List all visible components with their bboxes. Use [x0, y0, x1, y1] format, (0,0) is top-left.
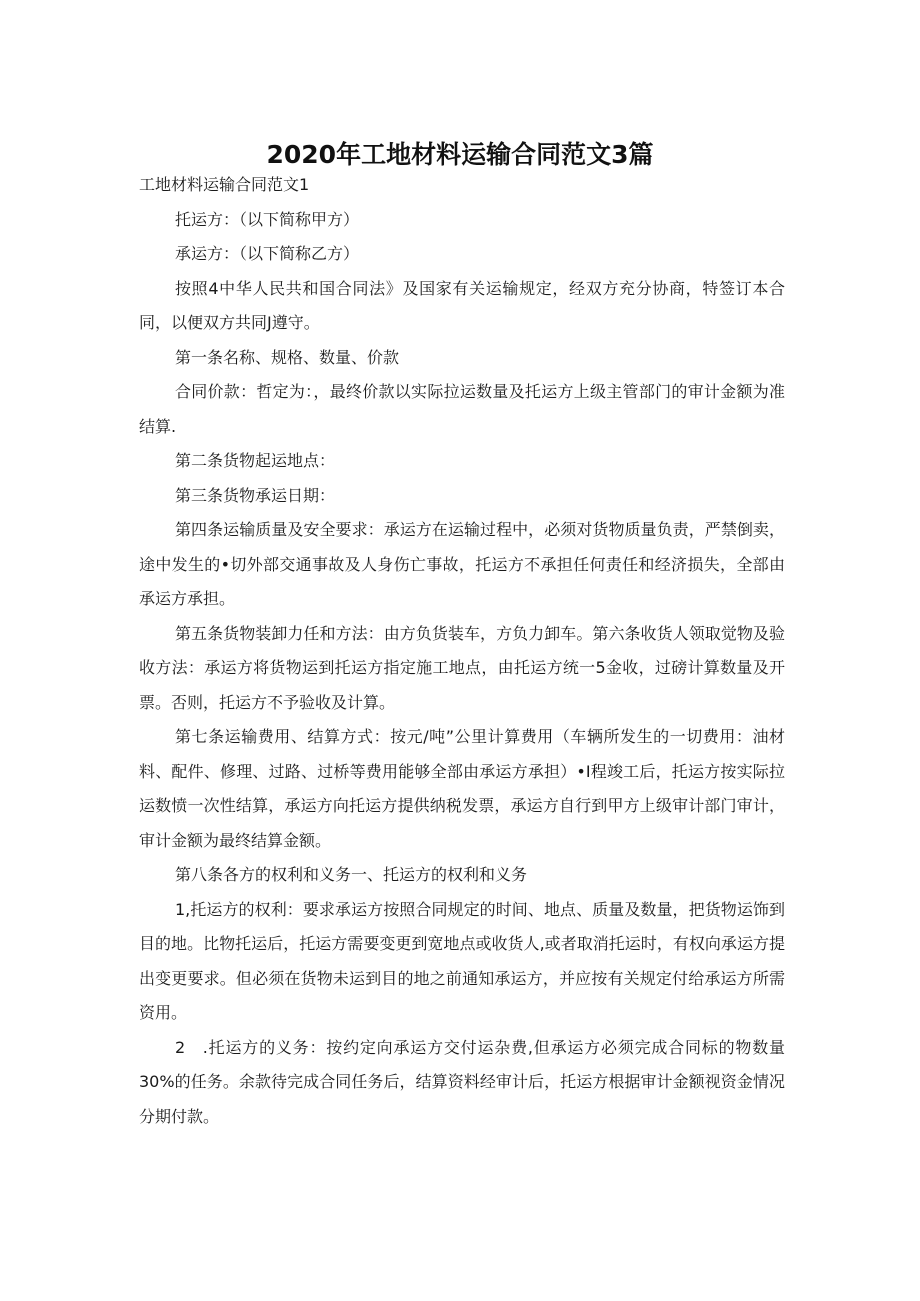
paragraph: 合同价款：哲定为：，最终价款以实际拉运数量及托运方上级主管部门的审计金额为准结算.	[139, 382, 785, 436]
paragraph: 第七条运输费用、结算方式：按元/吨”公里计算费用（车辆所发生的一切费用：油材料、配件、修理、过路、过桥等费用能够全部由承运方承担）•I程竣工后，托运方按实际拉运数愤一次性结算，承运方向托运方提供纳税发票，承运方自行到甲方上级审计部门审计，审计金额为最终结算金额。	[139, 727, 785, 850]
paragraph: 第二条货物起运地点：	[175, 451, 336, 470]
paragraph: 1,托运方的权利：要求承运方按照合同规定的时间、地点、质量及数量，把货物运饰到目的地。比物托运后，托运方需要变更到宽地点或收货人,或者取消托运时，有权向承运方提出变更要求。但必须在货物未运到目的地之前通知承运方，并应按有关规定付给承运方所需资用。	[139, 899, 785, 1022]
paragraph: 承运方：（以下简称乙方）	[175, 244, 360, 263]
document-body	[139, 168, 785, 1134]
paragraph: 第一条名称、规格、数量、价款	[175, 347, 400, 367]
section-heading: 工地材料运输合同范文1	[139, 175, 310, 194]
document-title: 2020年工地材料运输合同范文3篇	[266, 139, 654, 169]
paragraph: 托运方：（以下简称甲方）	[175, 209, 360, 229]
paragraph: 按照4中华人民共和国合同法》及国家有关运输规定，经双方充分协商，特签订本合同，以便双方共同J遵守。	[139, 278, 785, 332]
paragraph: 第五条货物装卸力任和方法：由方负货装车，方负力卸车。第六条收货人领取觉物及验收方法：承运方将货物运到托运方指定施工地点，由托运方统一5金收，过磅计算数量及开票。否则，托运方不予验收及计算。	[139, 623, 785, 712]
paragraph: 第四条运输质量及安全要求：承运方在运输过程中，必须对货物质量负责，严禁倒卖，途中发生的•切外部交通事故及人身伤亡事故，托运方不承担任何责任和经济损失，全部由承运方承担。	[139, 520, 785, 608]
paragraph: 第八条各方的权利和义务一、托运方的权利和义务	[175, 865, 528, 884]
paragraph: 2 .托运方的义务：按约定向承运方交付运杂费,但承运方必须完成合同标的物数量30%的任务。余款待完成合同任务后，结算资料经审计后，托运方根据审计金额视资金情况分期付款。	[139, 1037, 785, 1126]
paragraph: 第三条货物承运日期：	[175, 485, 336, 505]
